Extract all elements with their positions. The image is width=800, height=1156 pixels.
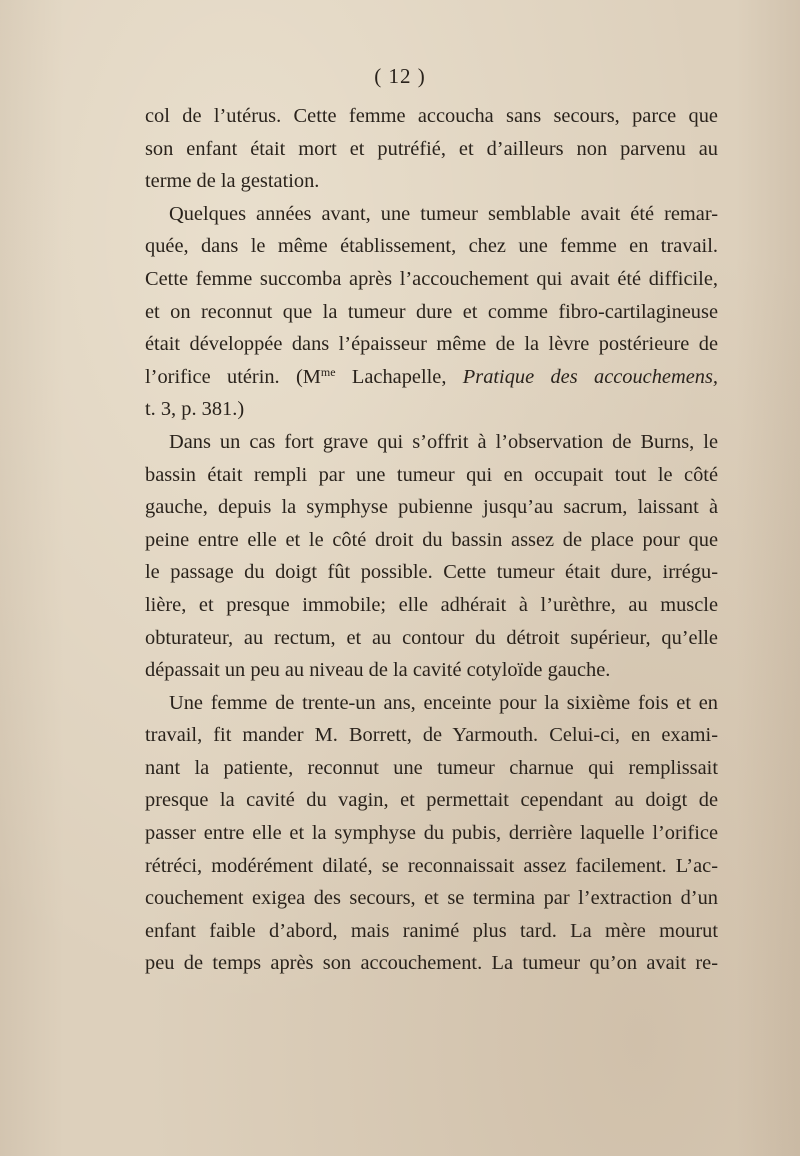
text-line: rétréci, modérément dilaté, se reconnaissait assez facilement. L’ac- bbox=[145, 854, 718, 877]
text-line: bassin était rempli par une tumeur qui en occupait tout le côté bbox=[145, 463, 718, 486]
text-line: col de l’utérus. Cette femme accoucha sans secours, parce que bbox=[145, 105, 718, 127]
body-text bbox=[145, 100, 718, 980]
citation-sup: me bbox=[320, 364, 336, 379]
text-line: et on reconnut que la tumeur dure et comme fibro-cartilagineuse bbox=[145, 300, 718, 323]
text-line: était développée dans l’épaisseur même de la lèvre postérieure de bbox=[145, 333, 718, 356]
text-line: lière, et presque immobile; elle adhérait à l’urèthre, au muscle bbox=[145, 593, 718, 616]
text-line: t. 3, p. 381.) bbox=[145, 398, 245, 421]
text-line: enfant faible d’abord, mais ranimé plus tard. La mère mourut bbox=[145, 919, 718, 942]
text-line: travail, fit mander M. Borrett, de Yarmouth. Celui-ci, en exami- bbox=[145, 724, 718, 747]
text-line: dépassait un peu au niveau de la cavité cotyloïde gauche. bbox=[145, 659, 611, 682]
text-line: peine entre elle et le côté droit du bassin assez de place pour que bbox=[145, 528, 718, 551]
text-line: obturateur, au rectum, et au contour du détroit supérieur, qu’elle bbox=[145, 626, 718, 649]
text-line: couchement exigea des secours, et se termina par l’extraction d’un bbox=[145, 887, 718, 910]
citation-title: Pratique des accouchemens, bbox=[462, 365, 718, 388]
text-line: peu de temps après son accouchement. La tumeur qu’on avait re- bbox=[145, 952, 718, 975]
text-line: Une femme de trente-un ans, enceinte pour la sixième fois et en bbox=[169, 691, 718, 714]
page-number: ( 12 ) bbox=[374, 64, 426, 88]
text-line: quée, dans le même établissement, chez une femme en travail. bbox=[145, 235, 718, 258]
text-line: Quelques années avant, une tumeur semblable avait été remar- bbox=[169, 202, 718, 225]
text-line-citation bbox=[145, 361, 718, 394]
text-line: presque la cavité du vagin, et permettait cependant au doigt de bbox=[145, 789, 718, 812]
citation-pre: l’orifice utérin. (M bbox=[145, 365, 321, 388]
text-line: nant la patiente, reconnut une tumeur charnue qui remplissait bbox=[145, 756, 718, 779]
text-line: gauche, depuis la symphyse pubienne jusqu’au sacrum, laissant à bbox=[145, 496, 718, 519]
text-line: son enfant était mort et putréfié, et d’ailleurs non parvenu au bbox=[145, 137, 718, 160]
text-line: Dans un cas fort grave qui s’offrit à l’observation de Burns, le bbox=[169, 430, 718, 453]
text-line: passer entre elle et la symphyse du pubis, derrière laquelle l’orifice bbox=[145, 822, 718, 845]
text-line: Cette femme succomba après l’accouchement qui avait été difficile, bbox=[145, 267, 718, 290]
citation-mid: Lachapelle, bbox=[335, 365, 463, 388]
text-line: le passage du doigt fût possible. Cette tumeur était dure, irrégu- bbox=[145, 561, 718, 584]
text-line: terme de la gestation. bbox=[145, 170, 320, 193]
